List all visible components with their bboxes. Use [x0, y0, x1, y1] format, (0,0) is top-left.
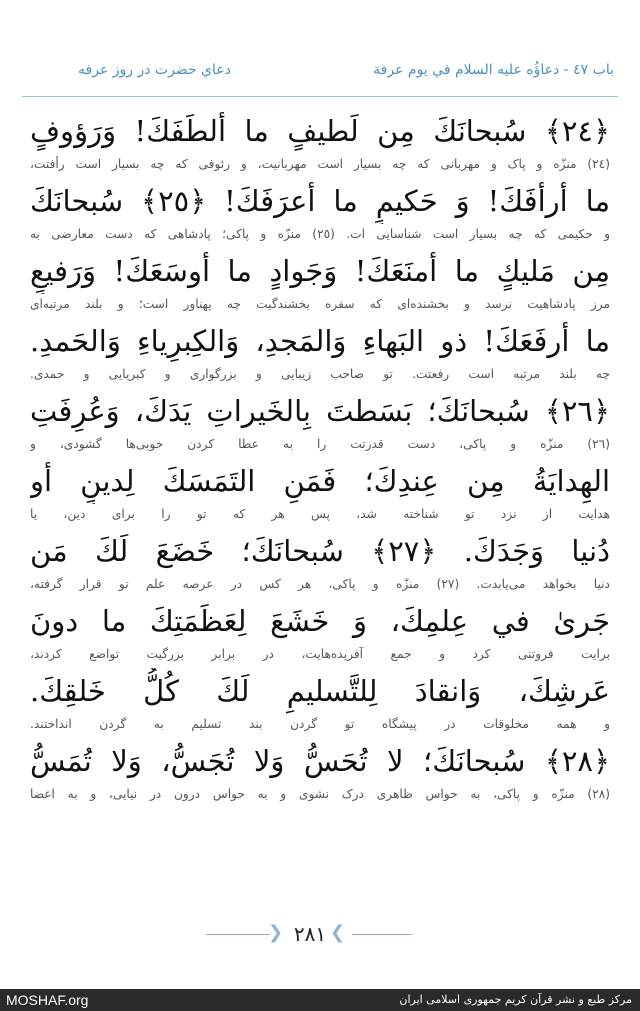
verse-block — [30, 388, 610, 458]
translation-line: (٢٨) منزّه و پاکى، به حواس ظاهرى درک نشوى و به حواس درون در نیایى، و به اعضا — [30, 787, 610, 801]
arabic-line: الهِدايَةُ مِن عِندِكَ؛ فَمَنِ التَمَسَكَ لِدينٍ أو — [30, 464, 610, 498]
chapter-heading: باب ٤٧ - دعاؤُه عليه السلام في يوم عرفة — [373, 62, 614, 78]
verse-block — [30, 668, 610, 738]
translation-line: هدایت از نزد تو شناخته شد، پس هر که تو را براى دین، یا — [30, 507, 610, 521]
verse-block — [30, 458, 610, 528]
footer-rule-right — [352, 934, 412, 935]
verse-block — [30, 178, 610, 248]
page-header — [20, 62, 620, 88]
translation-line: و همه مخلوقات در پیشگاه تو گردن بند تسلیم به گردن انداختند. — [30, 717, 610, 731]
page-title: دعاي حضرت در روز عرفه — [78, 62, 231, 78]
arabic-line: دُنيا وَجَدَكَ. ﴿٢٧﴾ سُبحانَكَ؛ خَضَعَ لَكَ مَن — [30, 534, 610, 568]
footer-rule-left — [206, 934, 270, 935]
translation-line: و حکیمى که چه بسیار است شناسایى ات. (٢٥) منزّه و پاکى؛ پادشاهى که دست معارضى به — [30, 227, 610, 241]
translation-line: (٢٤) منزّه و پاک و مهربانى که چه بسیار است مهربانیت، و رئوفى که چه بسیار است رأفتت، — [30, 157, 610, 171]
ornament-icon: ❮ — [268, 922, 284, 943]
verse-block — [30, 598, 610, 668]
publisher-bar — [0, 989, 640, 1011]
translation-line: (٢٦) منزّه و پاکى، دست قدرتت را به عطا کردن خوبى‌ها گشودى، و — [30, 437, 610, 451]
arabic-line: عَرشِكَ، وَانقادَ لِلتَّسليمِ لَكَ كُلُّ خَلقِكَ. — [30, 674, 610, 708]
header-divider — [22, 96, 618, 97]
arabic-line: جَرىٰ في عِلمِكَ، وَ خَشَعَ لِعَظَمَتِكَ ما دونَ — [30, 604, 610, 638]
prayer-text — [30, 108, 610, 808]
verse-block — [30, 528, 610, 598]
translation-line: مرز پادشاهیت نرسد و بخشنده‌ای که سفره بخشندگیت چه پهناور است؛ و بلند مرتبه‌اى — [30, 297, 610, 311]
arabic-line: ﴿٢٤﴾ سُبحانَكَ مِن لَطيفٍ ما ألطَفَكَ! وَرَؤوفٍ — [30, 114, 610, 148]
site-logo[interactable]: MOSHAF.org — [6, 992, 89, 1008]
arabic-line: مِن مَليكٍ ما أمنَعَكَ! وَجَوادٍ ما أوسَعَكَ! وَرَفيعٍ — [30, 254, 610, 288]
arabic-line: ﴿٢٨﴾ سُبحانَكَ؛ لا تُحَسُّ وَلا تُجَسُّ، وَلا تُمَسُّ — [30, 744, 610, 778]
publisher-name: مرکز طبع و نشر قرآن کریم جمهوری اسلامی ایران — [399, 993, 632, 1006]
page-number: ٢٨١ — [293, 922, 327, 946]
page-footer — [0, 920, 640, 950]
verse-block — [30, 318, 610, 388]
verse-block — [30, 108, 610, 178]
translation-line: چه بلند مرتبه است رفعتت. تو صاحب زیبایى و بزرگوارى و کبریایى و حمدى. — [30, 367, 610, 381]
verse-block — [30, 248, 610, 318]
arabic-line: ما أرفَعَكَ! ذو البَهاءِ وَالمَجدِ، وَالكِبرِياءِ وَالحَمدِ. — [30, 324, 610, 358]
arabic-line: ما أرأفَكَ! وَ حَكيمٍ ما أعرَفَكَ! ﴿٢٥﴾ سُبحانَكَ — [30, 184, 610, 218]
arabic-line: ﴿٢٦﴾ سُبحانَكَ؛ بَسَطتَ بِالخَيراتِ يَدَكَ، وَعُرِفَتِ — [30, 394, 610, 428]
translation-line: دنیا بخواهد مى‌یابدت. (٢٧) منزّه و پاکى، هر کس در عرصه علم تو قرار گرفته، — [30, 577, 610, 591]
verse-block — [30, 738, 610, 808]
ornament-icon: ❯ — [330, 922, 346, 943]
translation-line: برایت فروتنى کرد و جمع آفریده‌هایت، در برابر بزرگیت تواضع کردند، — [30, 647, 610, 661]
